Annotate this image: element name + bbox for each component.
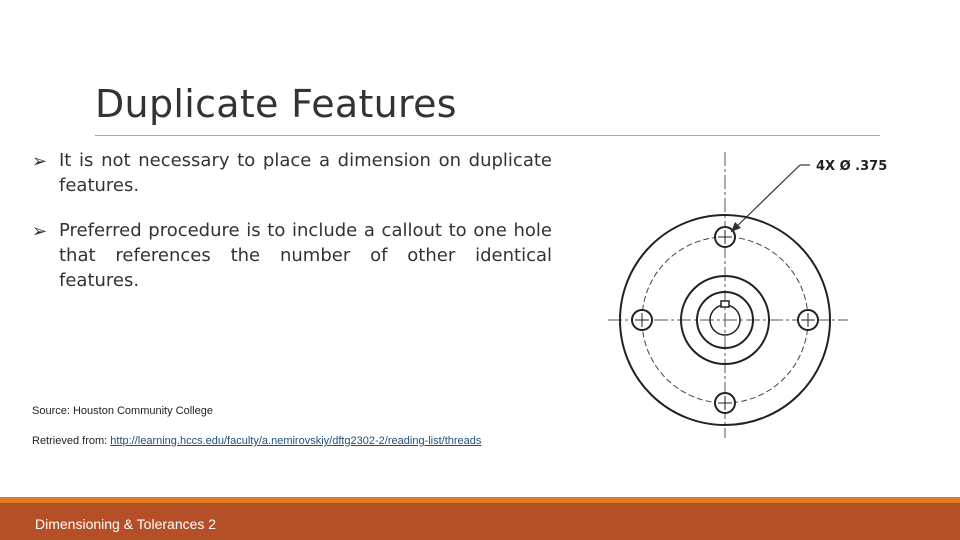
retrieved-citation — [32, 434, 532, 449]
retrieved-link[interactable]: http://learning.hccs.edu/faculty/a.nemirovskiy/dftg2302-2/reading-list/threads — [110, 435, 482, 447]
footer-bar — [0, 503, 960, 540]
arrow-bullet-icon: ➢ — [32, 151, 48, 172]
bolt-hole — [632, 310, 652, 330]
callout-label: 4X Ø .375 — [816, 159, 888, 174]
bullet-text: Preferred procedure is to include a callout to one hole that references the number of other identical features. — [59, 220, 552, 291]
flange-drawing — [600, 150, 900, 440]
bullet-item — [32, 218, 552, 293]
bullet-list — [32, 148, 552, 313]
retrieved-label: Retrieved from: — [32, 435, 108, 447]
bolt-hole — [798, 310, 818, 330]
bullet-text: It is not necessary to place a dimension on duplicate features. — [59, 150, 552, 196]
bolt-hole — [715, 393, 735, 413]
source-citation: Source: Houston Community College — [32, 405, 213, 417]
footer-label: Dimensioning & Tolerances 2 — [35, 516, 217, 532]
bullet-item — [32, 148, 552, 198]
arrow-bullet-icon: ➢ — [32, 221, 48, 242]
title-divider — [95, 135, 880, 136]
slide-title: Duplicate Features — [95, 82, 457, 126]
